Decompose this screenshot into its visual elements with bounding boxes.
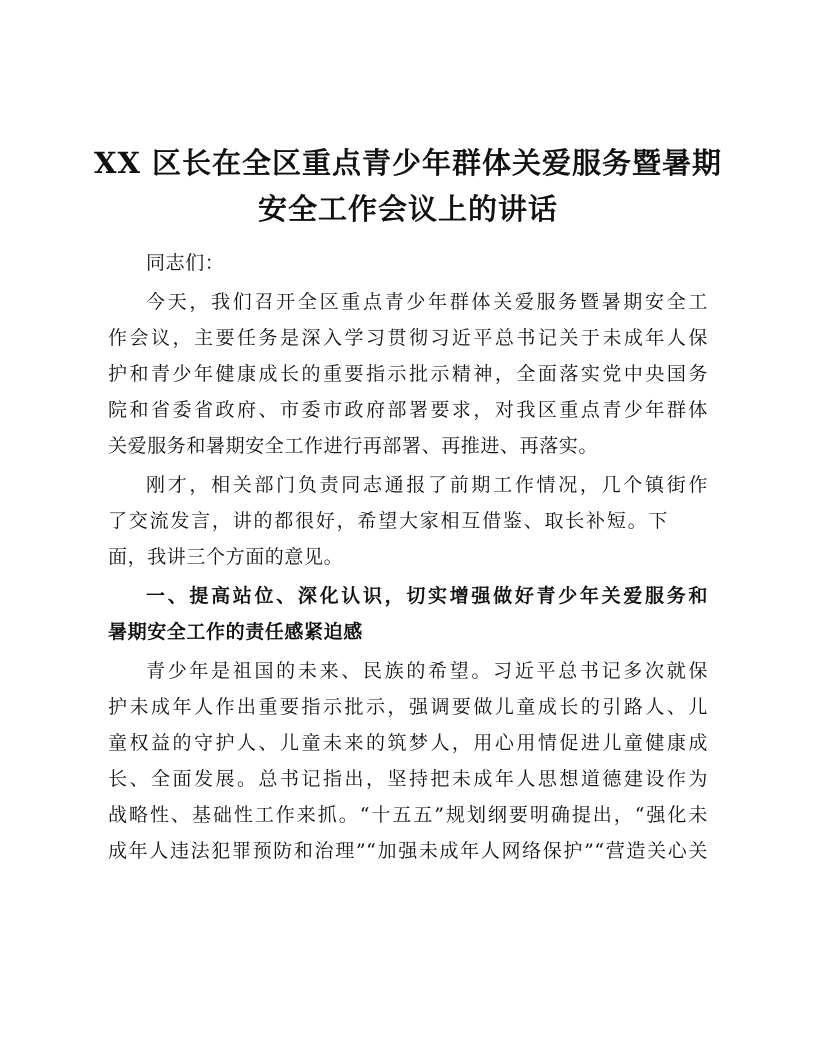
paragraph-line: 护和青少年健康成长的重要指示批示精神，全面落实党中央国务 xyxy=(108,363,708,385)
paragraph-line: 了交流发言，讲的都很好，希望大家相互借鉴、取长补短。下 xyxy=(108,510,668,532)
paragraph-line: 战略性、基础性工作来抓。“十五五”规划纲要明确提出，“强化未 xyxy=(108,804,708,826)
paragraph-line: 关爱服务和暑期安全工作进行再部署、再推进、再落实。 xyxy=(108,435,599,457)
paragraph-line: 刚才，相关部门负责同志通报了前期工作情况，几个镇街作 xyxy=(146,474,708,496)
section-heading-line-2: 暑期安全工作的责任感紧迫感 xyxy=(108,621,363,643)
paragraph-line: 面，我讲三个方面的意见。 xyxy=(108,546,344,568)
salutation: 同志们： xyxy=(146,252,225,274)
paragraph-line: 今天，我们召开全区重点青少年群体关爱服务暨暑期安全工 xyxy=(146,291,708,313)
paragraph-line: 成年人违法犯罪预防和治理”“加强未成年人网络保护”“营造关心关 xyxy=(108,840,708,862)
paragraph-line: 护未成年人作出重要指示批示，强调要做儿童成长的引路人、儿 xyxy=(108,696,708,718)
paragraph-line: 院和省委省政府、市委市政府部署要求，对我区重点青少年群体 xyxy=(108,399,708,421)
document-title-line-2: 安全工作会议上的讲话 xyxy=(257,192,558,226)
paragraph-line: 长、全面发展。总书记指出，坚持把未成年人思想道德建设作为 xyxy=(108,768,708,790)
paragraph-line: 作会议，主要任务是深入学习贯彻习近平总书记关于未成年人保 xyxy=(108,327,708,349)
document-title-line-1: XX 区长在全区重点青少年群体关爱服务暨暑期 xyxy=(93,146,723,180)
section-heading-line-1: 一、提高站位、深化认识，切实增强做好青少年关爱服务和 xyxy=(146,585,708,607)
paragraph-line: 青少年是祖国的未来、民族的希望。习近平总书记多次就保 xyxy=(146,660,708,682)
paragraph-line: 童权益的守护人、儿童未来的筑梦人，用心用情促进儿童健康成 xyxy=(108,732,708,754)
